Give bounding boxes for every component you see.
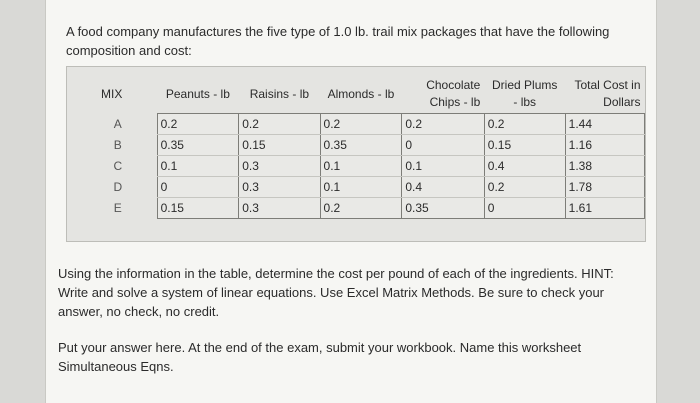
submission-line-2: Simultaneous Eqns. — [58, 359, 174, 374]
submission-paragraph — [58, 338, 643, 376]
almonds-cell: 0.2 — [320, 114, 402, 135]
intro-line-2: composition and cost: — [66, 43, 192, 58]
instructions-paragraph — [58, 264, 643, 321]
composition-table-container — [66, 66, 646, 242]
raisins-cell: 0.2 — [239, 114, 320, 135]
dried-plums-cell: 0.4 — [484, 156, 565, 177]
instructions-line-2: Write and solve a system of linear equations. Use Excel Matrix Methods. Be sure to check your — [58, 285, 604, 300]
mix-label: A — [113, 117, 122, 131]
chocolate-cell: 0.1 — [402, 156, 484, 177]
intro-line-1: A food company manufactures the five type of 1.0 lb. trail mix packages that have the following — [66, 24, 610, 39]
total-cost-cell: 1.78 — [565, 177, 644, 198]
header-raisins: Raisins - lb — [249, 86, 310, 101]
total-cost-cell: 1.16 — [565, 135, 644, 156]
chocolate-cell: 0.4 — [402, 177, 484, 198]
header-dried-plums-line-1: Dried Plums — [492, 78, 558, 92]
header-chocolate-line-1: Chocolate — [426, 78, 481, 92]
table-row — [79, 156, 645, 177]
dried-plums-cell: 0 — [484, 198, 565, 219]
header-almonds: Almonds - lb — [327, 86, 395, 101]
mix-label: E — [113, 201, 122, 215]
header-mix: MIX — [101, 86, 123, 101]
intro-text — [66, 22, 651, 60]
peanuts-cell: 0.15 — [157, 198, 239, 219]
almonds-cell: 0.2 — [320, 198, 402, 219]
almonds-cell: 0.1 — [320, 177, 402, 198]
document-page — [45, 0, 657, 403]
total-cost-cell: 1.61 — [565, 198, 644, 219]
peanuts-cell: 0.35 — [157, 135, 239, 156]
peanuts-cell: 0.2 — [157, 114, 239, 135]
header-total-cost — [565, 75, 644, 114]
header-total-cost-line-1: Total Cost in — [574, 78, 641, 92]
total-cost-cell: 1.44 — [565, 114, 644, 135]
almonds-cell: 0.1 — [320, 156, 402, 177]
table-row — [79, 114, 645, 135]
table-header-row — [79, 75, 645, 114]
almonds-cell: 0.35 — [320, 135, 402, 156]
header-chocolate — [402, 75, 484, 114]
table-row — [79, 135, 645, 156]
header-dried-plums — [484, 75, 565, 114]
header-total-cost-line-2: Dollars — [603, 95, 641, 109]
dried-plums-cell: 0.2 — [484, 177, 565, 198]
total-cost-cell: 1.38 — [565, 156, 644, 177]
mix-label: C — [113, 159, 123, 173]
peanuts-cell: 0 — [157, 177, 239, 198]
raisins-cell: 0.3 — [239, 156, 320, 177]
header-dried-plums-line-2: - lbs — [513, 95, 537, 109]
instructions-line-1: Using the information in the table, determine the cost per pound of each of the ingredients. HINT: — [58, 266, 614, 281]
raisins-cell: 0.3 — [239, 198, 320, 219]
peanuts-cell: 0.1 — [157, 156, 239, 177]
header-chocolate-line-2: Chips - lb — [429, 95, 481, 109]
chocolate-cell: 0 — [402, 135, 484, 156]
submission-line-1: Put your answer here. At the end of the exam, submit your workbook. Name this worksheet — [58, 340, 582, 355]
chocolate-cell: 0.2 — [402, 114, 484, 135]
mix-label: B — [113, 138, 122, 152]
composition-table — [79, 75, 645, 219]
mix-label: D — [113, 180, 123, 194]
instructions-line-3: answer, no check, no credit. — [58, 304, 220, 319]
raisins-cell: 0.15 — [239, 135, 320, 156]
dried-plums-cell: 0.2 — [484, 114, 565, 135]
dried-plums-cell: 0.15 — [484, 135, 565, 156]
raisins-cell: 0.3 — [239, 177, 320, 198]
header-peanuts: Peanuts - lb — [165, 86, 230, 101]
table-row — [79, 177, 645, 198]
table-row — [79, 198, 645, 219]
chocolate-cell: 0.35 — [402, 198, 484, 219]
